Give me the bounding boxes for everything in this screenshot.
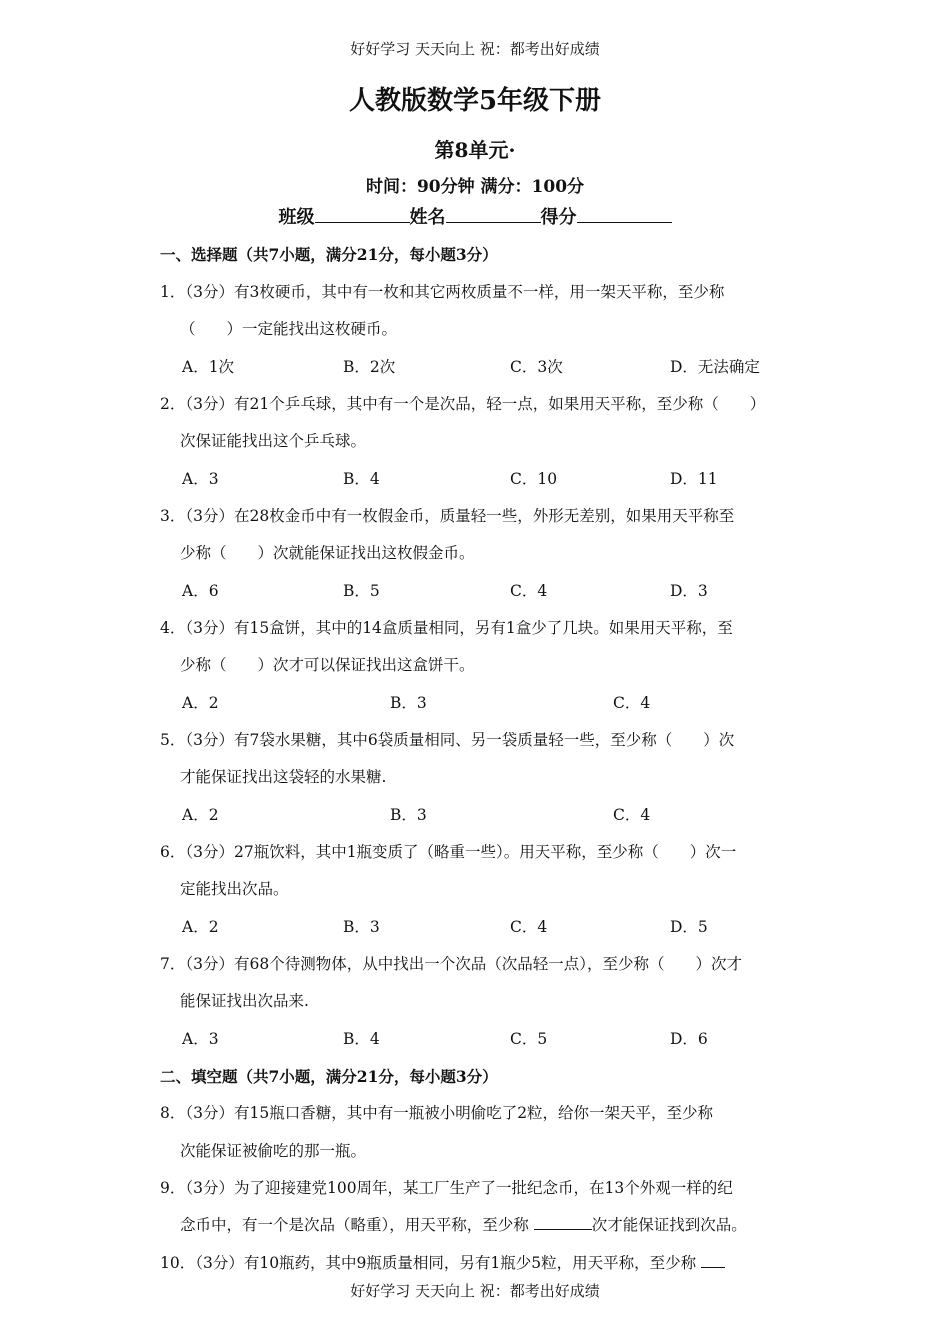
page-footer: 好好学习 天天向上 祝：都考出好成绩 [350,1282,600,1300]
question-1-line2: （ ）一定能找出这枚硬币。 [180,320,398,338]
student-fields [0,203,950,229]
q7-option-b: B．4 [343,1030,380,1048]
score-blank [577,206,672,223]
name-label: 姓名 [409,207,446,228]
question-10-text: 10．（3分）有10瓶药，其中9瓶质量相同，另有1瓶少5粒，用天平称，至少称 [160,1254,697,1272]
q7-option-c: C．5 [510,1030,548,1048]
question-1-line1: 1．（3分）有3枚硬币，其中有一枚和其它两枚质量不一样，用一架天平称，至少称 [160,283,725,301]
question-9-answer-blank [534,1215,592,1230]
q3-option-c: C．4 [510,582,548,600]
question-7-line2: 能保证找出次品来. [180,992,309,1010]
unit-title: 第8单元· [434,138,516,162]
question-2-line1: 2．（3分）有21个乒乓球，其中有一个是次品，轻一点，如果用天平称，至少称（ ） [160,395,766,413]
question-10-answer-blank [701,1253,725,1268]
question-6-line2: 定能找出次品。 [180,880,289,898]
question-5-line2: 才能保证找出这袋轻的水果糖. [180,768,387,786]
q2-option-d: D．11 [670,470,718,488]
q6-option-b: B．3 [343,918,380,936]
q4-option-b: B．3 [390,694,427,712]
q5-option-a: A．2 [182,806,219,824]
question-3-line1: 3．（3分）在28枚金币中有一枚假金币，质量轻一些，外形无差别，如果用天平称至 [160,507,735,525]
question-3-line2: 少称（ ）次就能保证找出这枚假金币。 [180,544,475,562]
question-4-line1: 4．（3分）有15盒饼，其中的14盒质量相同，另有1盒少了几块。如果用天平称，至 [160,619,733,637]
question-9-line2-end: 次才能保证找到次品。 [591,1216,747,1234]
q1-option-a: A．1次 [182,358,235,376]
q2-option-c: C．10 [510,470,558,488]
question-9-line2-start: 念币中，有一个是次品（略重），用天平称，至少称 [180,1216,529,1234]
q4-option-c: C．4 [613,694,651,712]
class-blank [315,206,410,223]
q2-option-b: B．4 [343,470,380,488]
q6-option-d: D．5 [670,918,708,936]
q7-option-a: A．3 [182,1030,219,1048]
q3-option-a: A．6 [182,582,219,600]
q1-option-d: D．无法确定 [670,358,760,376]
q7-option-d: D．6 [670,1030,708,1048]
q3-option-b: B．5 [343,582,380,600]
section-fill-heading: 二、填空题（共7小题，满分21分，每小题3分） [160,1067,498,1086]
question-4-line2: 少称（ ）次才可以保证找出这盒饼干。 [180,656,475,674]
question-9-line1: 9．（3分）为了迎接建党100周年，某工厂生产了一批纪念币，在13个外观一样的纪 [160,1179,733,1197]
question-6-line1: 6．（3分）27瓶饮料，其中1瓶变质了（略重一些）。用天平称，至少称（ ）次一 [160,843,737,861]
q6-option-c: C．4 [510,918,548,936]
exam-meta: 时间：90分钟 满分：100分 [365,177,585,197]
score-label: 得分 [540,207,577,228]
q5-option-b: B．3 [390,806,427,824]
question-7-line1: 7．（3分）有68个待测物体，从中找出一个次品（次品轻一点），至少称（ ）次才 [160,955,742,973]
class-label: 班级 [278,207,315,228]
q1-option-c: C．3次 [510,358,563,376]
question-9-line2 [180,1213,747,1235]
section-choice-heading: 一、选择题（共7小题，满分21分，每小题3分） [160,245,498,264]
question-10-line1 [160,1251,725,1273]
q6-option-a: A．2 [182,918,219,936]
question-5-line1: 5．（3分）有7袋水果糖，其中6袋质量相同、另一袋质量轻一些，至少称（ ）次 [160,731,735,749]
q3-option-d: D．3 [670,582,708,600]
page-title: 人教版数学5年级下册 [348,86,602,116]
q1-option-b: B．2次 [343,358,396,376]
q4-option-a: A．2 [182,694,219,712]
question-8-line2: 次能保证被偷吃的那一瓶。 [180,1142,367,1160]
name-blank [446,206,541,223]
page-header: 好好学习 天天向上 祝：都考出好成绩 [350,40,600,58]
question-8-line1: 8．（3分）有15瓶口香糖，其中有一瓶被小明偷吃了2粒，给你一架天平，至少称 [160,1104,714,1122]
q2-option-a: A．3 [182,470,219,488]
question-2-line2: 次保证能找出这个乒乓球。 [180,432,367,450]
q5-option-c: C．4 [613,806,651,824]
